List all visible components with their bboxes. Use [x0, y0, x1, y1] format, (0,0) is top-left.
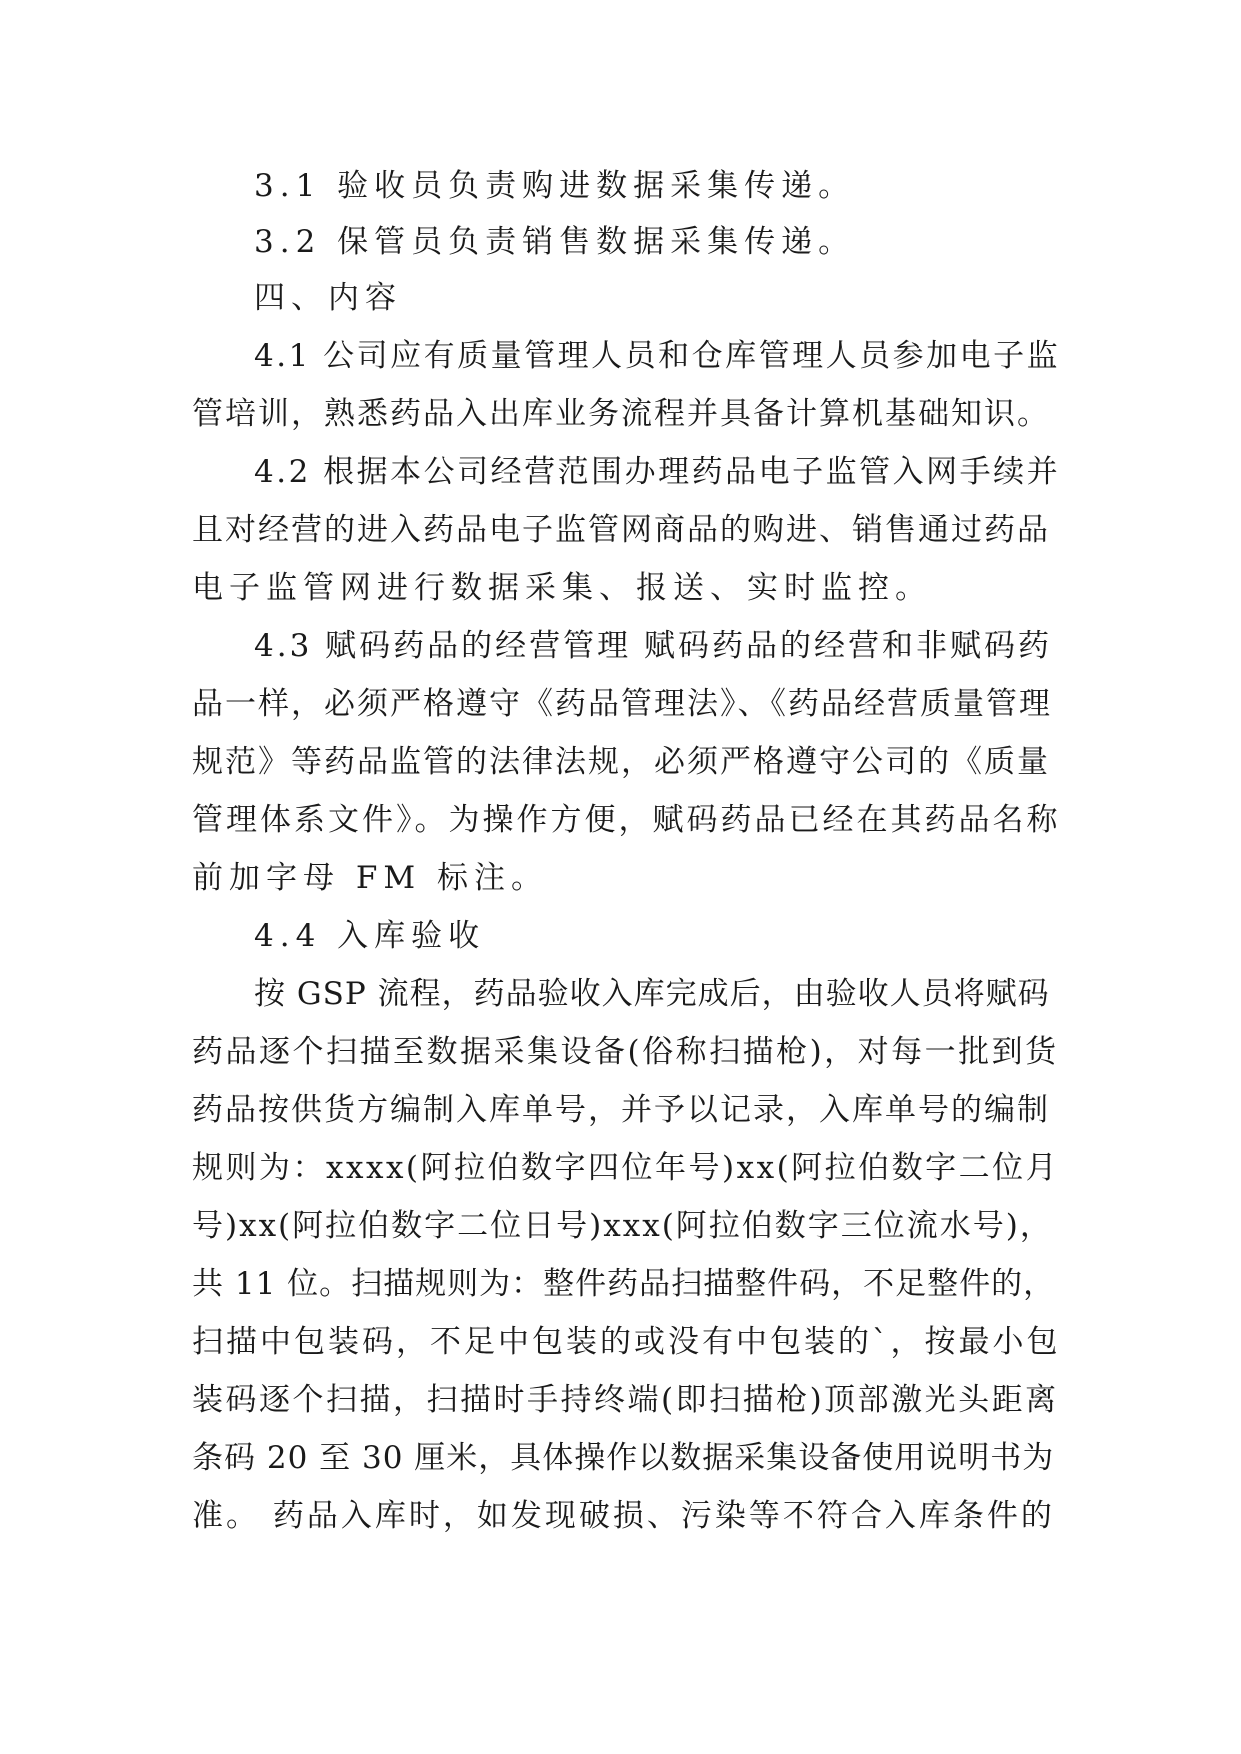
text-line: 4.1 公司应有质量管理人员和仓库管理人员参加电子监 — [254, 338, 1061, 374]
subsection-heading: 4.4 入库验收 — [254, 918, 486, 954]
text-line: 且对经营的进入药品电子监管网商品的购进、销售通过药品 — [192, 512, 1050, 548]
text-line: 3.2 保管员负责销售数据采集传递。 — [254, 224, 856, 260]
text-line: 规则为：xxxx(阿拉伯数字四位年号)xx(阿拉伯数字二位月 — [192, 1150, 1060, 1186]
text-line: 扫描中包装码，不足中包装的或没有中包装的`，按最小包 — [192, 1324, 1061, 1360]
text-line: 按 GSP 流程，药品验收入库完成后，由验收人员将赋码 — [254, 976, 1050, 1012]
text-line: 准。 药品入库时，如发现破损、污染等不符合入库条件的 — [192, 1498, 1055, 1534]
text-line: 规范》等药品监管的法律法规，必须严格遵守公司的《质量 — [192, 744, 1050, 780]
text-line: 药品按供货方编制入库单号，并予以记录，入库单号的编制 — [192, 1092, 1050, 1128]
text-line: 号)xx(阿拉伯数字二位日号)xxx(阿拉伯数字三位流水号)， — [192, 1208, 1053, 1244]
text-line: 电子监管网进行数据采集、报送、实时监控。 — [192, 570, 932, 606]
text-line: 药品逐个扫描至数据采集设备(俗称扫描枪)，对每一批到货 — [192, 1034, 1059, 1070]
text-line: 管理体系文件》。为操作方便，赋码药品已经在其药品名称 — [192, 802, 1061, 838]
section-heading: 四、内容 — [254, 280, 402, 316]
text-line: 3.1 验收员负责购进数据采集传递。 — [254, 168, 856, 204]
text-line: 条码 20 至 30 厘米，具体操作以数据采集设备使用说明书为 — [192, 1440, 1055, 1476]
text-line: 管培训，熟悉药品入出库业务流程并具备计算机基础知识。 — [192, 396, 1050, 432]
text-line: 共 11 位。扫描规则为：整件药品扫描整件码，不足整件的， — [192, 1266, 1056, 1302]
text-line: 4.3 赋码药品的经营管理 赋码药品的经营和非赋码药 — [254, 628, 1053, 664]
text-line: 4.2 根据本公司经营范围办理药品电子监管入网手续并 — [254, 454, 1061, 490]
text-line: 品一样，必须严格遵守《药品管理法》、《药品经营质量管理 — [192, 686, 1052, 722]
text-line: 装码逐个扫描，扫描时手持终端(即扫描枪)顶部激光头距离 — [192, 1382, 1059, 1418]
text-line: 前加字母 FM 标注。 — [192, 860, 548, 896]
